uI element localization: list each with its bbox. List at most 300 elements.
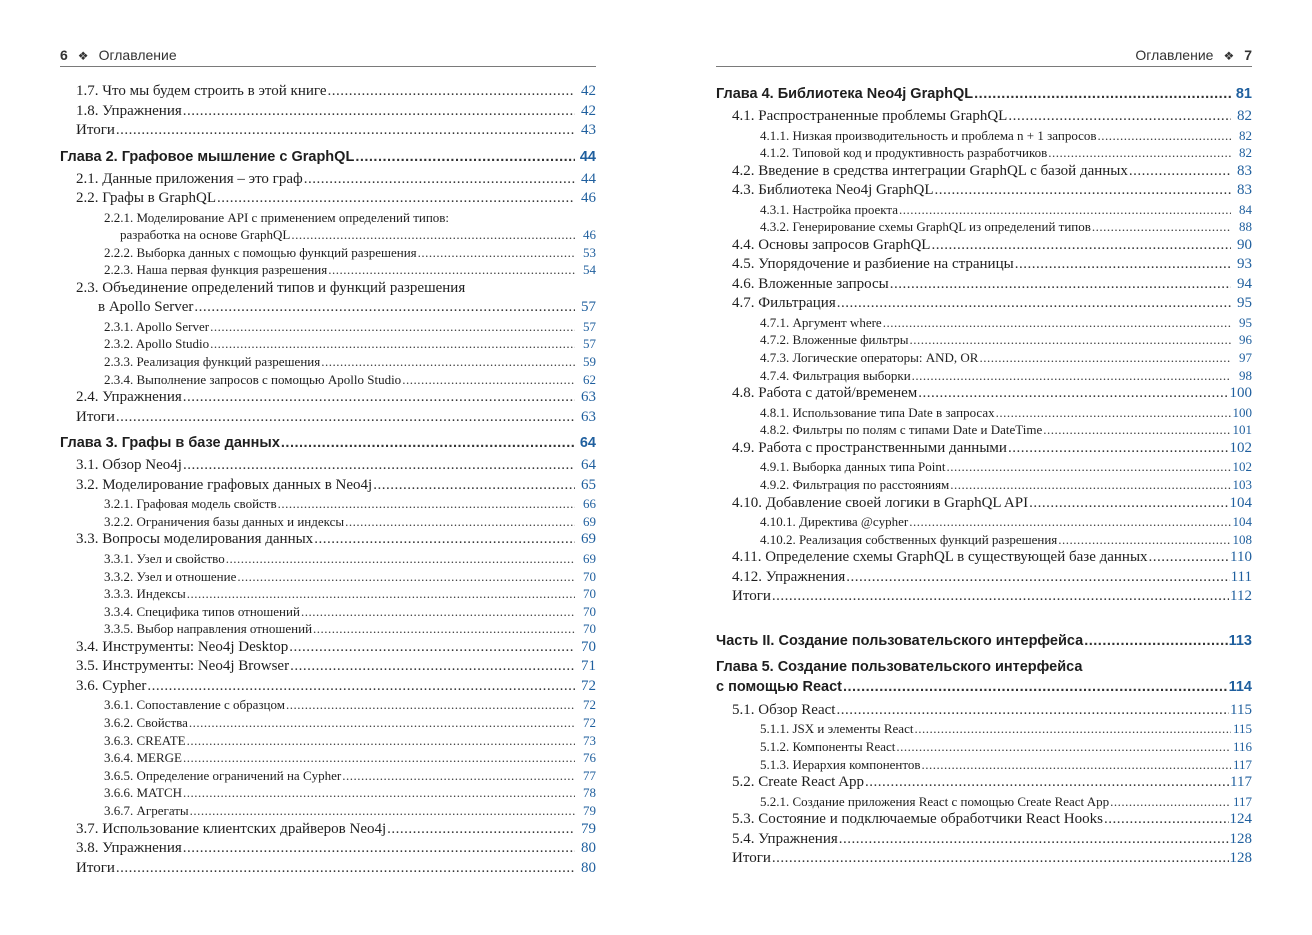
toc-page-number: 70 [583,568,596,584]
toc-entry-title: 4.9.2. Фильтрация по расстояниям [760,477,950,493]
toc-entry [716,773,1252,793]
toc-entry-title: Итоги [732,850,771,867]
toc-entry-title: 4.7.3. Логические операторы: AND, OR [760,350,979,366]
toc-page-number: 57 [583,336,596,352]
toc-entry-title: 4.3.2. Генерирование схемы GraphQL из определений типов [760,219,1091,235]
toc-entry [716,294,1252,314]
dot-leader [1043,421,1231,439]
dot-leader [237,568,575,586]
page-number: 6 [60,47,68,63]
dot-leader [291,226,575,244]
toc-entry [716,810,1252,830]
dot-leader [947,458,1231,476]
toc-entry [60,261,596,279]
toc-page-number: 54 [583,262,596,278]
toc-entry-title: 1.7. Что мы будем строить в этой книге [76,83,327,99]
dot-leader [328,82,575,102]
toc-entry [716,439,1252,459]
toc-page-number: 117 [1230,774,1252,791]
toc-entry-title: 3.6. Cypher [76,677,147,694]
toc-page-number: 102 [1232,459,1252,475]
toc-entry-title: 4.1.1. Низкая производительность и проблема n + 1 запросов [760,127,1097,143]
toc-page-number: 104 [1232,514,1252,530]
toc-page-number: 83 [1237,182,1252,199]
toc-page-number: 66 [583,496,596,512]
dot-leader [226,550,575,568]
dot-leader [912,367,1231,385]
dot-leader [183,784,575,802]
toc-page-number: 65 [581,476,596,493]
toc-page-number: 57 [581,299,596,316]
toc-page-number: 70 [583,621,596,637]
toc-entry [60,82,596,102]
toc-entry-title: 3.3.1. Узел и свойство [104,550,225,566]
toc-page-number: 83 [1237,162,1252,179]
toc-page-number: 69 [581,531,596,548]
toc-entry-title: Итоги [732,588,771,605]
toc-page-number: 62 [583,371,596,387]
toc-entry-title: 3.2.2. Ограничения базы данных и индексы [104,513,345,529]
toc-entry [716,255,1252,275]
toc-chapter-entry [60,147,596,167]
dot-leader [304,170,575,190]
toc-page-number: 115 [1230,701,1252,718]
dot-leader [1098,127,1231,145]
toc-entry-title: 4.9.1. Выборка данных типа Point [760,459,946,475]
toc-entry [60,767,596,785]
toc-page-number: 80 [581,840,596,857]
toc-entry [60,408,596,428]
toc-entry-title: 4.10.1. Директива @cypher [760,514,909,530]
toc-page-number: 104 [1229,494,1252,511]
toc-entry-title: 3.6.4. MERGE [104,750,182,766]
toc-entry-title: 2.2. Графы в GraphQL [76,190,216,206]
toc-entry [60,371,596,389]
toc-page-number: 115 [1232,721,1252,737]
toc-entry-title: 4.9. Работа с пространственными данными [732,439,1007,456]
toc-chapter-entry [716,84,1252,104]
toc-entry [60,209,596,227]
toc-entry-title: 5.1.1. JSX и элементы React [760,721,914,737]
running-head-right [716,44,1252,67]
toc-entry-title: 2.1. Данные приложения – это граф [76,170,303,187]
toc-entry-title: 3.2.1. Графовая модель свойств [104,496,277,512]
toc-entry-title: Глава 5. Создание пользовательского интерфейса [716,658,1083,675]
toc-page-number: 82 [1237,108,1252,124]
dot-leader [314,530,575,550]
toc-entry-title: 4.1. Распространенные проблемы GraphQL [732,108,1008,124]
toc-page-number: 108 [1232,531,1252,547]
dot-leader [418,244,575,262]
running-head-title: Оглавление [98,47,177,63]
toc-entry-title: в Apollo Server [98,299,194,316]
toc-page-number: 73 [583,732,596,748]
toc-entry [716,349,1252,367]
dot-leader [342,767,575,785]
toc-entry-title: 3.6.5. Определение ограничений на Cypher [104,767,342,783]
toc-page-number: 96 [1239,332,1252,348]
toc-entry-title: 5.1. Обзор React [732,701,836,718]
dot-leader [328,261,575,279]
toc-page-number: 78 [583,785,596,801]
dot-leader [183,749,575,767]
toc-entry-title: 3.3.4. Специфика типов отношений [104,603,300,619]
toc-page-number: 72 [581,677,596,694]
running-head-title: Оглавление [1135,47,1214,63]
toc-entry-title: 3.6.6. MATCH [104,785,183,801]
dot-leader [187,732,575,750]
dot-leader [194,298,575,318]
toc-entry [60,456,596,476]
dot-leader [116,859,575,879]
toc-entry-title: 4.5. Упорядочение и разбиение на страницы [732,256,1014,273]
toc-entry-title: 4.3. Библиотека Neo4j GraphQL [732,182,934,199]
dot-leader [836,701,1229,721]
toc-entry [716,421,1252,439]
toc-entry-title: 4.2. Введение в средства интеграции GraphQL с базой данных [732,162,1128,179]
toc-entry [60,353,596,371]
toc-entry-title: 4.3.1. Настройка проекта [760,201,899,217]
toc-page-number: 117 [1232,793,1252,809]
toc-entry-title: 3.8. Упражнения [76,840,182,857]
toc-page-number: 114 [1228,678,1252,695]
toc-entry-title: 4.7.2. Вложенные фильтры [760,332,909,348]
toc-entry [60,550,596,568]
dot-leader [1008,107,1231,127]
toc-chapter-entry [716,631,1252,651]
dot-leader [1129,162,1231,182]
toc-entry [60,839,596,859]
toc-page-number: 81 [1235,86,1252,102]
toc-entry [60,677,596,697]
dot-leader [974,84,1231,104]
dot-leader [189,714,575,732]
toc-page-number: 72 [583,715,596,730]
toc-entry-title: 4.8.2. Фильтры по полям с типами Date и DateTime [760,422,1043,438]
toc-page-number: 84 [1239,201,1252,217]
toc-page-number: 46 [581,190,596,206]
toc-entry [60,244,596,262]
dot-leader [918,384,1228,404]
toc-page-number: 103 [1232,477,1252,493]
toc-entry-title: Итоги [76,859,115,876]
toc-entry [60,279,596,299]
dot-leader [286,696,575,714]
toc-entry [60,802,596,820]
dot-leader [896,738,1231,756]
toc-page-number: 63 [581,408,596,425]
toc-entry [716,275,1252,295]
toc-list-right [716,84,1252,869]
toc-page-number: 63 [581,389,596,406]
toc-entry [60,226,596,244]
dot-leader [890,275,1231,295]
dot-leader [996,404,1231,422]
toc-entry [716,331,1252,349]
toc-entry [716,531,1252,549]
toc-entry-title: Итоги [76,122,115,138]
toc-entry-title: 4.7.1. Аргумент where [760,314,882,330]
toc-entry [716,367,1252,385]
toc-entry [716,162,1252,182]
dot-leader [1029,494,1228,514]
dot-leader [837,294,1231,314]
toc-entry-title: 5.1.3. Иерархия компонентов [760,756,921,772]
toc-page-number: 111 [1230,568,1252,585]
toc-entry [716,793,1252,811]
toc-entry-title: 4.4. Основы запросов GraphQL [732,236,931,253]
toc-entry-title: 4.7. Фильтрация [732,295,836,312]
toc-entry [60,638,596,658]
toc-entry [716,738,1252,756]
toc-entry-title: 3.3. Вопросы моделирования данных [76,531,314,548]
toc-entry-title: 4.1.2. Типовой код и продуктивность разработчиков [760,145,1048,161]
toc-entry-title: 5.1.2. Компоненты React [760,738,896,754]
toc-entry-title: Глава 3. Графы в базе данных [60,435,280,452]
toc-entry-title: 3.3.2. Узел и отношение [104,568,237,584]
toc-page-number: 53 [583,244,596,260]
toc-entry-title: 4.12. Упражнения [732,568,846,585]
toc-entry-title: 3.6.7. Агрегаты [104,802,189,818]
toc-entry-title: 3.6.2. Свойства [104,715,188,730]
dot-leader [846,568,1229,588]
toc-entry [60,820,596,840]
page-number: 7 [1244,47,1252,63]
toc-entry [716,756,1252,774]
toc-entry-title: 3.7. Использование клиентских драйверов Neo4j [76,820,387,837]
toc-page-number: 43 [581,122,596,138]
dot-leader [217,189,575,209]
toc-page-number: 77 [583,767,596,783]
toc-page-number: 70 [583,586,596,602]
toc-entry [60,657,596,677]
toc-page-number: 102 [1229,439,1252,456]
toc-entry [60,476,596,496]
toc-page-number: 100 [1232,404,1252,420]
toc-page-number: 128 [1229,850,1252,867]
toc-entry [716,830,1252,850]
toc-entry [716,181,1252,201]
dot-leader [909,331,1231,349]
dot-leader [843,677,1228,697]
toc-entry-title: с помощью React [716,678,842,695]
toc-page-number: 88 [1239,219,1252,235]
toc-page-number: 124 [1229,811,1252,828]
toc-entry [60,620,596,638]
toc-entry-title: Итоги [76,408,115,425]
toc-page-number: 80 [581,859,596,876]
dot-leader [190,802,575,820]
toc-page-number: 46 [583,227,596,243]
toc-chapter-entry [716,677,1252,697]
dot-leader [772,587,1229,607]
toc-page-number: 72 [583,697,596,713]
toc-entry [60,298,596,318]
toc-chapter-entry [716,657,1252,677]
toc-entry [60,859,596,879]
toc-entry [60,121,596,141]
dot-leader [899,201,1231,219]
toc-entry-title: 3.3.5. Выбор направления отношений [104,621,313,637]
toc-entry-title: 1.8. Упражнения [76,102,182,119]
dot-leader [883,314,1231,332]
dot-leader [950,476,1231,494]
dot-leader [772,849,1229,869]
toc-page-number: 101 [1232,422,1252,438]
dot-leader [865,773,1229,793]
toc-entry [60,696,596,714]
toc-entry [60,585,596,603]
dot-leader [1092,218,1231,236]
dot-leader [290,657,575,677]
toc-entry-title: 3.2. Моделирование графовых данных в Neo4j [76,476,373,493]
toc-entry-title: 5.4. Упражнения [732,830,838,847]
dot-leader [387,820,575,840]
dot-leader [187,585,575,603]
dot-leader [301,603,575,621]
dot-leader [355,147,575,167]
toc-entry-title: разработка на основе GraphQL [120,227,291,243]
dot-leader [183,388,575,408]
dot-leader [281,433,575,453]
toc-page-number: 71 [581,658,596,675]
toc-entry-title: 4.10.2. Реализация собственных функций разрешения [760,531,1058,547]
toc-entry [716,144,1252,162]
toc-entry [716,384,1252,404]
toc-entry [716,201,1252,219]
dot-leader [1084,631,1227,651]
dot-leader [183,839,575,859]
toc-entry [716,236,1252,256]
toc-entry [60,530,596,550]
dot-leader [914,720,1231,738]
toc-entry [716,568,1252,588]
toc-entry-title: 4.10. Добавление своей логики в GraphQL API [732,494,1029,511]
dot-leader [183,456,575,476]
toc-entry [60,189,596,209]
dot-leader [922,756,1231,774]
toc-entry-title: 4.11. Определение схемы GraphQL в существующей базе данных [732,549,1148,566]
toc-entry-title: 2.3.3. Реализация функций разрешения [104,354,321,370]
toc-page-number: 59 [583,354,596,370]
toc-entry-title: 4.6. Вложенные запросы [732,275,889,292]
toc-entry-title: 3.3.3. Индексы [104,586,186,602]
toc-entry-title: 2.3. Объединение определений типов и функций разрешения [76,279,466,296]
toc-entry [60,335,596,353]
dot-leader [1104,810,1229,830]
dot-leader [839,830,1229,850]
toc-entry-title: 3.4. Инструменты: Neo4j Desktop [76,638,289,655]
toc-entry [60,568,596,586]
toc-page-number: 69 [583,550,596,566]
toc-page-number: 90 [1237,236,1252,253]
toc-entry [60,388,596,408]
toc-entry-title: 5.3. Состояние и подключаемые обработчики React Hooks [732,811,1103,828]
toc-entry [60,513,596,531]
dot-leader [321,353,575,371]
toc-page-number: 82 [1239,127,1252,143]
toc-entry-title: 5.2. Create React App [732,774,865,791]
toc-page-number: 82 [1239,145,1252,161]
toc-entry [716,513,1252,531]
toc-entry-title: 2.2.2. Выборка данных с помощью функций разрешения [104,244,417,260]
toc-page-number: 42 [581,83,596,99]
toc-page-number: 116 [1232,738,1252,754]
toc-entry-title: Часть II. Создание пользовательского интерфейса [716,632,1084,649]
toc-entry [60,784,596,802]
toc-page-number: 44 [579,148,596,165]
toc-entry [716,404,1252,422]
toc-entry [716,458,1252,476]
toc-list-left [60,82,596,878]
toc-page-number: 110 [1230,549,1252,566]
toc-entry-title: 4.8. Работа с датой/временем [732,385,918,402]
dot-leader [1048,144,1231,162]
toc-entry-title: 2.2.1. Моделирование API с применением определений типов: [104,209,450,225]
toc-entry-title: 3.6.3. CREATE [104,732,186,748]
dot-leader [278,495,575,513]
toc-entry-title: 3.6.1. Сопоставление с образцом [104,697,285,713]
toc-entry [60,603,596,621]
toc-page-number: 128 [1229,830,1252,847]
ornament-icon: ❖ [1223,49,1235,63]
dot-leader [1058,531,1231,549]
toc-page-number: 70 [583,603,596,619]
dot-leader [116,121,575,141]
toc-page-number: 93 [1237,256,1252,273]
running-head-left [60,44,596,67]
toc-entry-title: 3.1. Обзор Neo4j [76,457,182,474]
dot-leader [345,513,575,531]
toc-page-number: 98 [1239,367,1252,383]
toc-page-number: 64 [579,435,596,452]
ornament-icon: ❖ [77,49,89,63]
toc-page-number: 57 [583,318,596,334]
dot-leader [1149,548,1230,568]
toc-entry [716,127,1252,145]
dot-leader [402,371,575,389]
toc-page-number: 44 [581,170,596,187]
toc-entry-title: 2.3.1. Apollo Server [104,318,210,334]
toc-entry [60,714,596,732]
toc-chapter-entry [60,433,596,453]
toc-entry-title: 4.7.4. Фильтрация выборки [760,367,911,383]
dot-leader [289,638,575,658]
toc-entry [716,548,1252,568]
dot-leader [931,236,1231,256]
dot-leader [1015,255,1231,275]
toc-page-number: 79 [583,802,596,818]
dot-leader [979,349,1231,367]
toc-entry [716,314,1252,332]
toc-entry-title: Глава 2. Графовое мышление с GraphQL [60,148,355,165]
toc-entry-title: 5.2.1. Создание приложения React с помощью Create React App [760,793,1110,809]
toc-entry [716,494,1252,514]
toc-entry [716,218,1252,236]
toc-page-number: 76 [583,750,596,766]
toc-entry-title: 2.4. Упражнения [76,389,182,406]
dot-leader [1008,439,1229,459]
toc-entry [60,749,596,767]
dot-leader [210,335,575,353]
toc-page-number: 69 [583,513,596,529]
toc-entry [716,107,1252,127]
toc-page-number: 113 [1228,632,1252,649]
dot-leader [147,677,575,697]
dot-leader [909,513,1231,531]
toc-entry [716,720,1252,738]
dot-leader [210,318,575,336]
